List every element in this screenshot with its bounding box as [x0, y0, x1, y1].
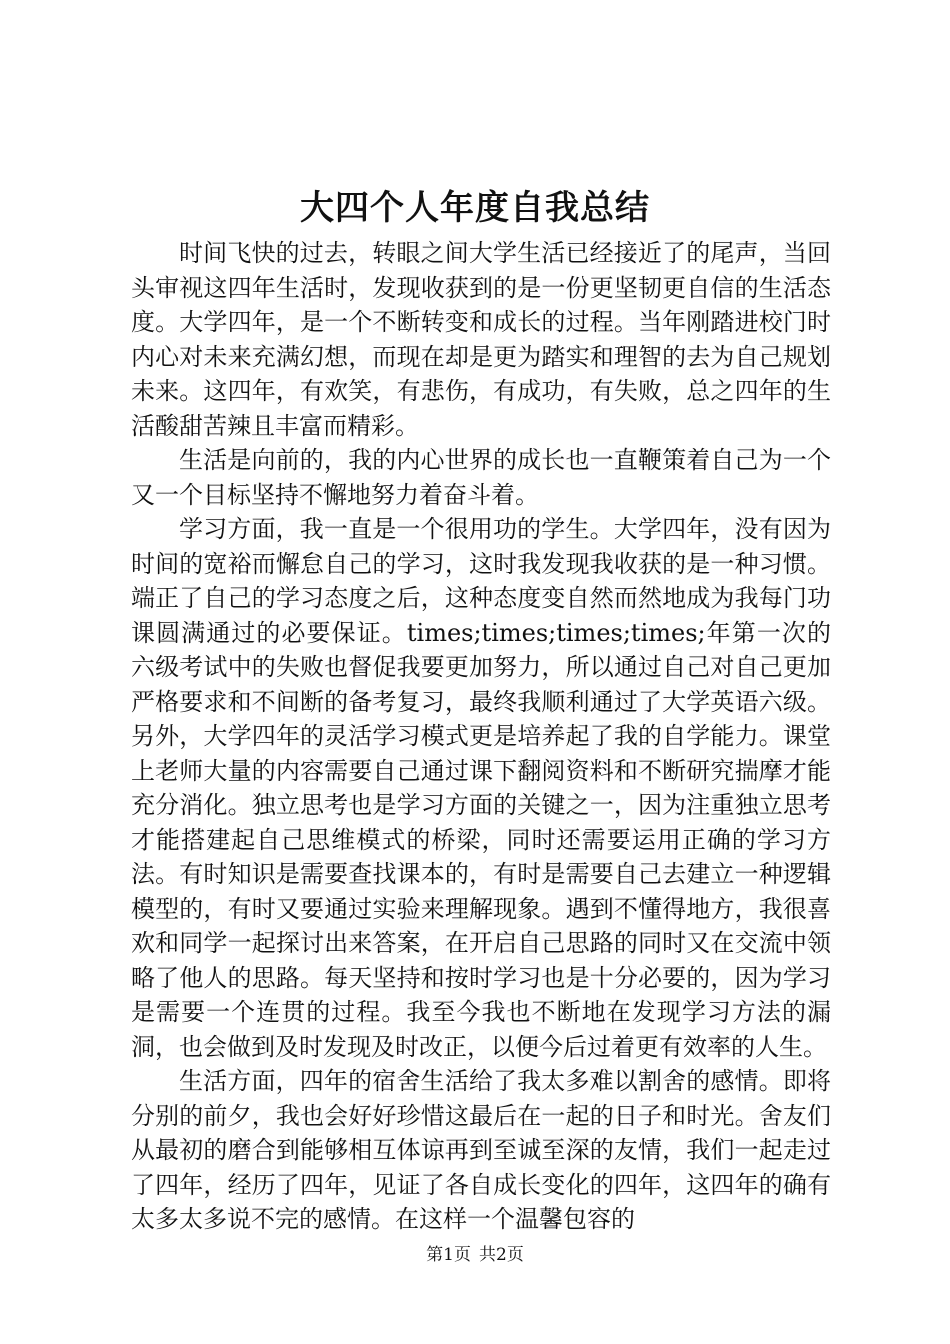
- page-number-total: 共2页: [479, 1245, 524, 1265]
- document-title: 大四个人年度自我总结: [300, 188, 650, 228]
- paragraph-life-goals: 生活是向前的，我的内心世界的成长也一直鞭策着自己为一个又一个目标坚持不懈地努力着奋斗着。: [131, 446, 831, 509]
- paragraph-study: 学习方面，我一直是一个很用功的学生。大学四年，没有因为时间的宽裕而懈怠自己的学习，这时我发现我收获的是一种习惯。端正了自己的学习态度之后，这种态度变自然而然地成为我每门功课圆满通过的必要保证。times;times;times;times;年第一次的六级考试中的失败也督促我要更加努力，所以通过自己对自己更加严格要求和不间断的备考复习，最终我顺利通过了大学英语六级。另外，大学四年的灵活学习模式更是培养起了我的自学能力。课堂上老师大量的内容需要自己通过课下翻阅资料和不断研究揣摩才能充分消化。独立思考也是学习方面的关键之一，因为注重独立思考才能搭建起自己思维模式的桥梁，同时还需要运用正确的学习方法。有时知识是需要查找课本的，有时是需要自己去建立一种逻辑模型的，有时又要通过实验来理解现象。遇到不懂得地方，我很喜欢和同学一起探讨出来答案，在开启自己思路的同时又在交流中领略了他人的思路。每天坚持和按时学习也是十分必要的，因为学习是需要一个连贯的过程。我至今我也不断地在发现学习方法的漏洞，也会做到及时发现及时改正，以便今后过着更有效率的人生。: [131, 515, 831, 1061]
- page-footer: [0, 1244, 950, 1266]
- paragraph-intro: 时间飞快的过去，转眼之间大学生活已经接近了的尾声，当回头审视这四年生活时，发现收获到的是一份更坚韧更自信的生活态度。大学四年，是一个不断转变和成长的过程。当年刚踏进校门时内心对未来充满幻想，而现在却是更为踏实和理智的去为自己规划未来。这四年，有欢笑，有悲伤，有成功，有失败，总之四年的生活酸甜苦辣且丰富而精彩。: [131, 239, 831, 440]
- paragraph-dorm-life: 生活方面，四年的宿舍生活给了我太多难以割舍的感情。即将分别的前夕，我也会好好珍惜这最后在一起的日子和时光。舍友们从最初的磨合到能够相互体谅再到至诚至深的友情，我们一起走过了四年，经历了四年，见证了各自成长变化的四年，这四年的确有太多太多说不完的感情。在这样一个温馨包容的: [131, 1067, 831, 1233]
- document-body: [131, 236, 831, 1237]
- page-number-current: 第1页: [426, 1245, 471, 1265]
